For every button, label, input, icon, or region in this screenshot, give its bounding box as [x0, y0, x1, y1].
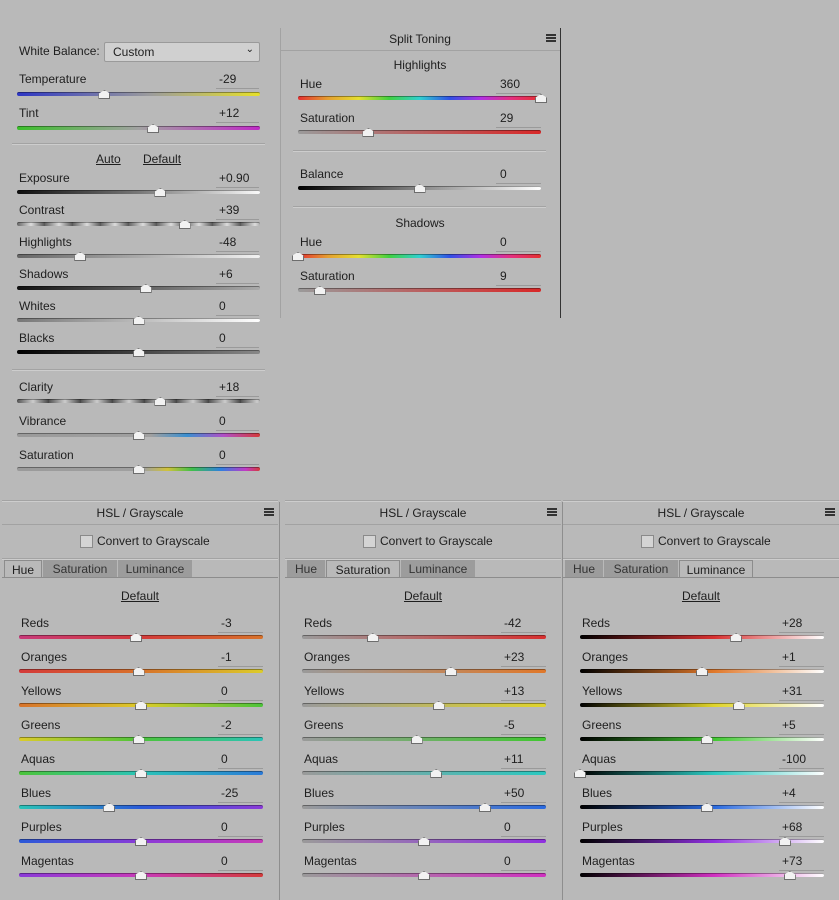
value-underline	[218, 836, 263, 837]
value-underline	[218, 632, 263, 633]
blues-value[interactable]: -25	[221, 786, 239, 800]
saturation-value[interactable]: 29	[500, 111, 514, 125]
blues-label: Blues	[582, 786, 613, 800]
tab-luminance[interactable]: Luminance	[679, 560, 753, 578]
blues-label: Blues	[304, 786, 335, 800]
default-button[interactable]: Default	[120, 589, 160, 603]
tab-bar-baseline	[2, 577, 278, 578]
oranges-label: Oranges	[582, 650, 629, 664]
hue-value[interactable]: 0	[500, 235, 507, 249]
value-underline	[218, 870, 263, 871]
value-underline	[779, 802, 824, 803]
magentas-label: Magentas	[582, 854, 635, 868]
tab-saturation[interactable]: Saturation	[326, 560, 400, 578]
value-underline	[501, 632, 546, 633]
purples-label: Purples	[21, 820, 62, 834]
convert-grayscale-checkbox[interactable]	[363, 535, 376, 548]
value-underline	[218, 802, 263, 803]
chevron-down-icon: ⌄	[245, 44, 254, 55]
value-underline	[501, 768, 546, 769]
blacks-value[interactable]: 0	[219, 331, 226, 345]
convert-grayscale-checkbox[interactable]	[641, 535, 654, 548]
panel-title: HSL / Grayscale	[657, 506, 745, 520]
aquas-label: Aquas	[304, 752, 339, 766]
whites-value[interactable]: 0	[219, 299, 226, 313]
divider	[293, 150, 546, 152]
tab-hue[interactable]: Hue	[565, 560, 603, 578]
greens-value[interactable]: -5	[504, 718, 515, 732]
contrast-value[interactable]: +39	[219, 203, 240, 217]
value-underline	[216, 219, 259, 220]
hsl-panel-luminance	[563, 500, 839, 900]
convert-grayscale-label: Convert to Grayscale	[97, 534, 210, 548]
auto-button[interactable]: Auto	[96, 152, 121, 166]
value-underline	[779, 632, 824, 633]
shadows-track[interactable]	[17, 286, 260, 290]
value-underline	[779, 836, 824, 837]
divider	[12, 143, 265, 145]
value-underline	[496, 251, 541, 252]
shadows-heading: Shadows	[395, 216, 445, 230]
menu-icon[interactable]	[264, 508, 274, 516]
split-toning-panel	[280, 28, 560, 318]
vibrance-value[interactable]: 0	[219, 414, 226, 428]
value-underline	[779, 768, 824, 769]
yellows-value[interactable]: 0	[221, 684, 228, 698]
value-underline	[779, 734, 824, 735]
reds-label: Reds	[21, 616, 50, 630]
oranges-value[interactable]: -1	[221, 650, 232, 664]
temperature-value[interactable]: -29	[219, 72, 237, 86]
shadows-saturation-track[interactable]	[298, 288, 541, 292]
oranges-track[interactable]	[302, 669, 546, 673]
tab-hue[interactable]: Hue	[287, 560, 325, 578]
aquas-label: Aquas	[582, 752, 617, 766]
default-button[interactable]: Default	[143, 152, 182, 166]
value-underline	[216, 251, 259, 252]
value-underline	[501, 734, 546, 735]
saturation-value[interactable]: 9	[500, 269, 507, 283]
tint-track[interactable]	[17, 126, 260, 130]
value-underline	[496, 285, 541, 286]
saturation-value[interactable]: 0	[219, 448, 226, 462]
magentas-value[interactable]: 0	[504, 854, 511, 868]
convert-grayscale-label: Convert to Grayscale	[380, 534, 493, 548]
tab-bar	[287, 560, 561, 578]
value-underline	[216, 396, 259, 397]
clarity-track[interactable]	[17, 399, 260, 403]
white-balance-select[interactable]	[104, 42, 260, 62]
tint-label: Tint	[19, 106, 39, 120]
value-underline	[501, 870, 546, 871]
exposure-label: Exposure	[19, 171, 70, 185]
oranges-value[interactable]: +1	[782, 650, 796, 664]
divider	[293, 206, 546, 208]
tab-hue[interactable]: Hue	[4, 560, 42, 578]
magentas-value[interactable]: 0	[221, 854, 228, 868]
shadows-label: Shadows	[19, 267, 69, 281]
aquas-track[interactable]	[580, 771, 824, 775]
value-underline	[501, 666, 546, 667]
value-underline	[218, 700, 263, 701]
value-underline	[501, 802, 546, 803]
value-underline	[216, 464, 259, 465]
contrast-label: Contrast	[19, 203, 65, 217]
greens-label: Greens	[304, 718, 344, 732]
convert-grayscale-label: Convert to Grayscale	[658, 534, 771, 548]
menu-icon[interactable]	[547, 508, 557, 516]
hsl-panel-hue	[2, 500, 278, 900]
aquas-track[interactable]	[302, 771, 546, 775]
purples-value[interactable]: 0	[221, 820, 228, 834]
blacks-label: Blacks	[19, 331, 55, 345]
blues-value[interactable]: +50	[504, 786, 525, 800]
value-underline	[216, 430, 259, 431]
greens-value[interactable]: +5	[782, 718, 796, 732]
tab-saturation[interactable]: Saturation	[604, 560, 678, 578]
tint-value[interactable]: +12	[219, 106, 240, 120]
reds-track[interactable]	[580, 635, 824, 639]
reds-label: Reds	[304, 616, 333, 630]
clarity-label: Clarity	[19, 380, 54, 394]
reds-value[interactable]: +28	[782, 616, 803, 630]
value-underline	[779, 700, 824, 701]
hue-value[interactable]: 360	[500, 77, 521, 91]
aquas-value[interactable]: -100	[782, 752, 807, 766]
white-balance-value: Custom	[113, 45, 155, 59]
balance-value[interactable]: 0	[500, 167, 507, 181]
purples-label: Purples	[304, 820, 345, 834]
whites-label: Whites	[19, 299, 56, 313]
tab-saturation[interactable]: Saturation	[43, 560, 117, 578]
temperature-track[interactable]	[17, 92, 260, 96]
convert-grayscale-checkbox[interactable]	[80, 535, 93, 548]
panel-border	[279, 502, 280, 900]
panel-title: HSL / Grayscale	[379, 506, 467, 520]
highlights-label: Highlights	[19, 235, 72, 249]
value-underline	[501, 836, 546, 837]
greens-track[interactable]	[302, 737, 546, 741]
highlights-value[interactable]: -48	[219, 235, 237, 249]
value-underline	[779, 870, 824, 871]
tab-bar	[565, 560, 839, 578]
basic-panel	[0, 0, 275, 490]
magentas-value[interactable]: +73	[782, 854, 803, 868]
yellows-label: Yellows	[582, 684, 623, 698]
blues-track[interactable]	[19, 805, 263, 809]
purples-value[interactable]: 0	[504, 820, 511, 834]
temperature-label: Temperature	[19, 72, 87, 86]
highlights-heading: Highlights	[393, 58, 447, 72]
hsl-header	[2, 502, 278, 525]
shadows-hue-track[interactable]	[298, 254, 541, 258]
yellows-value[interactable]: +13	[504, 684, 525, 698]
clarity-value[interactable]: +18	[219, 380, 240, 394]
hue-label: Hue	[300, 235, 323, 249]
yellows-label: Yellows	[21, 684, 62, 698]
reds-value[interactable]: -42	[504, 616, 522, 630]
default-button[interactable]: Default	[681, 589, 721, 603]
greens-label: Greens	[21, 718, 61, 732]
saturation-label: Saturation	[300, 111, 355, 125]
blues-value[interactable]: +4	[782, 786, 796, 800]
aquas-value[interactable]: +11	[504, 752, 524, 766]
magentas-label: Magentas	[21, 854, 74, 868]
highlights-track[interactable]	[17, 254, 260, 258]
oranges-label: Oranges	[304, 650, 351, 664]
split-toning-header	[280, 28, 560, 51]
value-underline	[216, 283, 259, 284]
panel-title: HSL / Grayscale	[96, 506, 184, 520]
greens-value[interactable]: -2	[221, 718, 232, 732]
divider	[12, 369, 265, 371]
default-button[interactable]: Default	[403, 589, 443, 603]
menu-icon[interactable]	[825, 508, 835, 516]
aquas-label: Aquas	[21, 752, 56, 766]
value-underline	[496, 183, 541, 184]
value-underline	[496, 127, 541, 128]
saturation-label: Saturation	[300, 269, 355, 283]
purples-label: Purples	[582, 820, 623, 834]
value-underline	[501, 700, 546, 701]
reds-value[interactable]: -3	[221, 616, 232, 630]
value-underline	[496, 93, 541, 94]
panel-title: Split Toning	[389, 32, 451, 46]
value-underline	[216, 88, 259, 89]
blues-label: Blues	[21, 786, 52, 800]
greens-label: Greens	[582, 718, 622, 732]
highlights-hue-track[interactable]	[298, 96, 541, 100]
tab-bar	[4, 560, 278, 578]
white-balance-label: White Balance:	[19, 44, 100, 58]
exposure-value[interactable]: +0.90	[219, 171, 250, 185]
magentas-label: Magentas	[304, 854, 357, 868]
yellows-label: Yellows	[304, 684, 345, 698]
value-underline	[218, 768, 263, 769]
reds-track[interactable]	[302, 635, 546, 639]
hsl-header	[285, 502, 561, 525]
oranges-value[interactable]: +23	[504, 650, 525, 664]
hsl-panel-saturation	[285, 500, 561, 900]
hue-label: Hue	[300, 77, 323, 91]
tab-luminance[interactable]: Luminance	[118, 560, 192, 578]
value-underline	[216, 187, 259, 188]
tab-luminance[interactable]: Luminance	[401, 560, 475, 578]
shadows-value[interactable]: +6	[219, 267, 233, 281]
yellows-value[interactable]: +31	[782, 684, 803, 698]
yellows-track[interactable]	[580, 703, 824, 707]
tab-bar-baseline	[285, 577, 561, 578]
value-underline	[216, 315, 259, 316]
contrast-track[interactable]	[17, 222, 260, 226]
value-underline	[218, 734, 263, 735]
value-underline	[218, 666, 263, 667]
oranges-label: Oranges	[21, 650, 68, 664]
saturation-label: Saturation	[19, 448, 74, 462]
panel-border	[560, 28, 561, 318]
tab-bar-baseline	[563, 577, 839, 578]
hsl-header	[563, 502, 839, 525]
exposure-track[interactable]	[17, 190, 260, 194]
aquas-value[interactable]: 0	[221, 752, 228, 766]
reds-label: Reds	[582, 616, 611, 630]
value-underline	[216, 122, 259, 123]
highlights-saturation-track[interactable]	[298, 130, 541, 134]
value-underline	[216, 347, 259, 348]
purples-value[interactable]: +68	[782, 820, 803, 834]
balance-label: Balance	[300, 167, 344, 181]
menu-icon[interactable]	[546, 34, 556, 42]
vibrance-label: Vibrance	[19, 414, 67, 428]
yellows-track[interactable]	[302, 703, 546, 707]
blues-track[interactable]	[302, 805, 546, 809]
value-underline	[779, 666, 824, 667]
